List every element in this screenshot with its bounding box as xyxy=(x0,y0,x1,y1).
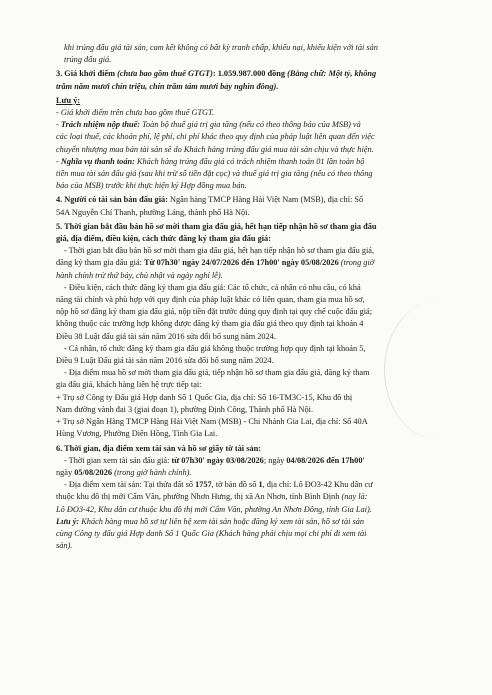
text-line: 54A Nguyễn Chí Thanh, phường Láng, thành phố Hà Nội. xyxy=(56,207,250,217)
text-segment: : 1.059.987.000 đồng xyxy=(212,69,288,79)
text-line: chuyển nhượng mua bán tài sản sẽ do Khách hàng trúng đấu giá mua tài sản chịu và thực hiện. xyxy=(56,144,374,154)
text-line: các loại thuế, các khoản phí, lệ phí, chi phí khác theo quy định của pháp luật liên quan đến việc xyxy=(56,132,375,142)
text-segment: 3. Giá khởi điểm xyxy=(56,69,118,79)
text-line xyxy=(56,479,460,491)
text-segment: 4. Người có tài sản bán đấu giá: xyxy=(56,195,168,205)
text-segment: 1 xyxy=(258,480,263,490)
text-line: gia đấu giá, khách hàng liên hệ trực tiếp tại: xyxy=(56,380,202,390)
text-segment: 04/08/2026 đến 17h00' xyxy=(286,455,365,465)
text-line: năng tài chính và phù hợp với quy định của pháp luật khác có liên quan, tham gia mua hồ sơ, xyxy=(56,295,365,305)
text-line: 5. Thời gian bắt đầu bán hồ sơ mời tham gia đấu giá, hết hạn tiếp nhận hồ sơ tham gia đấu xyxy=(56,221,377,231)
text-segment: Ngân hàng TMCP Hàng Hải Việt Nam (MSB), địa chỉ: Số xyxy=(167,195,364,205)
text-line: Lưu ý: xyxy=(56,95,81,105)
text-line: + Trụ sở Công ty Đấu giá Hợp danh Số 1 Quốc Gia, địa chỉ: Số 16-TM3C-15, Khu đô thị xyxy=(56,392,353,402)
text-segment: 05/08/2026 xyxy=(74,467,113,477)
text-line xyxy=(56,257,460,269)
text-line: Điều 38 Luật đấu giá tài sản năm 2016 sửa đổi bổ sung năm 2024. xyxy=(56,331,276,341)
text-line: 6. Thời gian, địa điểm xem tài sản và hồ sơ giấy tờ tài sản: xyxy=(56,443,261,453)
text-line: tiền mua tài sản đấu giá (sau khi trừ số tiền đặt cọc) và thuế giá trị gia tăng (nếu có theo thông xyxy=(56,169,373,179)
text-line xyxy=(56,156,460,168)
text-segment: - xyxy=(56,120,61,130)
text-line: - Thời gian bắt đầu bán hồ sơ mời tham gia đấu giá, hết hạn tiếp nhận hồ sơ tham gia đấu giá, xyxy=(64,246,375,256)
text-line: giá, địa điểm, điều kiện, cách thức đăng ký tham gia đấu giá: xyxy=(56,234,271,244)
text-line xyxy=(56,516,460,528)
text-segment: thuộc khu đô thị mới Cẩm Văn, phường Nhơn Hưng, thị xã An Nhơn, tỉnh Bình Định xyxy=(56,492,342,502)
text-line: - Giá khởi điểm trên chưa bao gồm thuế GTGT. xyxy=(56,108,215,118)
text-segment: - Địa điểm xem tài sản: Tại thửa đất số xyxy=(64,480,196,490)
text-line: trúng đấu giá. xyxy=(64,55,112,65)
text-segment: ngày xyxy=(56,467,75,477)
text-segment: (nay là: xyxy=(341,492,368,502)
text-line: + Trụ sở Ngân Hàng TMCP Hàng Hải Việt Nam (MSB) - Chi Nhánh Gia Lai, địa chỉ: Số 40A xyxy=(56,417,368,427)
text-line: sản). xyxy=(56,541,73,551)
text-segment: , địa chỉ: Lô ĐO3-42 Khu dân cư xyxy=(262,480,373,490)
text-line: báo của MSB) trước khi thực hiện ký Hợp đồng mua bán. xyxy=(56,181,247,191)
text-line: Điều 9 Luật Đấu giá tài sản năm 2016 sửa đổi bổ sung năm 2024. xyxy=(56,356,274,366)
text-line: trăm năm mươi chín triệu, chín trăm tám mươi bảy nghìn đồng). xyxy=(56,81,279,91)
text-segment: Khách hàng trúng đấu giá có trách nhiệm thanh toán 01 lần toàn bộ xyxy=(134,156,365,166)
text-segment: Toàn bộ thuế giá trị gia tăng (nếu có theo thông báo của MSB) và xyxy=(140,120,361,130)
text-segment: 1757 xyxy=(195,480,212,490)
text-line: Hùng Vương, Phường Diên Hồng, Tỉnh Gia Lai. xyxy=(56,429,218,439)
text-line: - Điều kiện, cách thức đăng ký tham gia đấu giá: Các tổ chức, cá nhân có nhu cầu, có khả xyxy=(64,282,361,292)
text-segment: (trong giờ xyxy=(338,258,375,268)
text-segment: - Thời gian xem tài sản đấu giá: xyxy=(64,455,172,465)
text-line xyxy=(56,455,460,467)
text-line: không thuộc các trường hợp không được đăng ký tham gia đấu giá theo quy định tại khoản 4 xyxy=(56,319,364,329)
text-segment: Khách hàng mua hồ sơ tự liên hệ xem tài sản hoặc đăng ký xem tài sản, hồ sơ tài sản xyxy=(79,516,365,526)
text-line xyxy=(56,467,460,479)
text-line: cùng Công ty đấu giá Hợp danh Số 1 Quốc Gia (Khách hàng phải chịu mọi chi phí đi xem tài xyxy=(56,528,367,538)
text-line: Lô ĐO3-42, Khu dân cư thuộc khu đô thị mới Cẩm Văn, phường An Nhơn Đông, tỉnh Gia Lai). xyxy=(56,504,372,514)
text-line xyxy=(56,68,460,80)
text-line: - Địa điểm mua hồ sơ mời tham gia đấu giá, tiếp nhận hồ sơ tham gia đấu giá, đăng ký tham xyxy=(64,368,370,378)
text-line: hành chính trừ thứ bảy, chủ nhật và ngày nghỉ lễ). xyxy=(56,270,223,280)
text-segment: Nghĩa vụ thanh toán: xyxy=(60,156,135,166)
text-line xyxy=(56,491,460,503)
text-segment: (chưa bao gồm thuế GTGT) xyxy=(117,69,213,79)
text-segment: - xyxy=(56,156,61,166)
text-line xyxy=(56,119,460,131)
text-segment: (trong giờ hành chính). xyxy=(112,467,192,477)
text-segment: ; ngày xyxy=(263,455,287,465)
text-line: - Cá nhân, tổ chức đăng ký tham gia đấu giá không thuộc trường hợp quy định tại khoản 5, xyxy=(64,343,366,353)
text-line xyxy=(56,194,460,206)
text-segment: đăng ký tham gia đấu giá: xyxy=(56,258,145,268)
text-line: nộp hồ sơ đăng ký tham gia đấu giá, nộp tiền đặt trước đúng quy định tại quy chế cuộc đấu giá; xyxy=(56,307,373,317)
text-segment: Lưu ý: xyxy=(56,516,80,526)
text-segment: Từ 07h30' ngày 24/07/2026 đến 17h00' ngày 05/08/2026 xyxy=(144,258,339,268)
text-line: khi trúng đấu giá tài sản, cam kết không có bất kỳ tranh chấp, khiếu nại, khiếu kiện với tài sản xyxy=(64,43,378,52)
text-segment: Trách nhiệm nộp thuế: xyxy=(60,120,141,130)
text-segment: từ 07h30' ngày 03/08/2026 xyxy=(171,455,264,465)
text-line: Nam đường vành đai 3 (giai đoạn 1), phường Định Công, Thành phố Hà Nội. xyxy=(56,404,314,414)
document-page xyxy=(56,42,460,552)
text-segment: (Bằng chữ: Một tỷ, không xyxy=(287,69,377,79)
text-segment: , tờ bản đồ số xyxy=(211,480,259,490)
